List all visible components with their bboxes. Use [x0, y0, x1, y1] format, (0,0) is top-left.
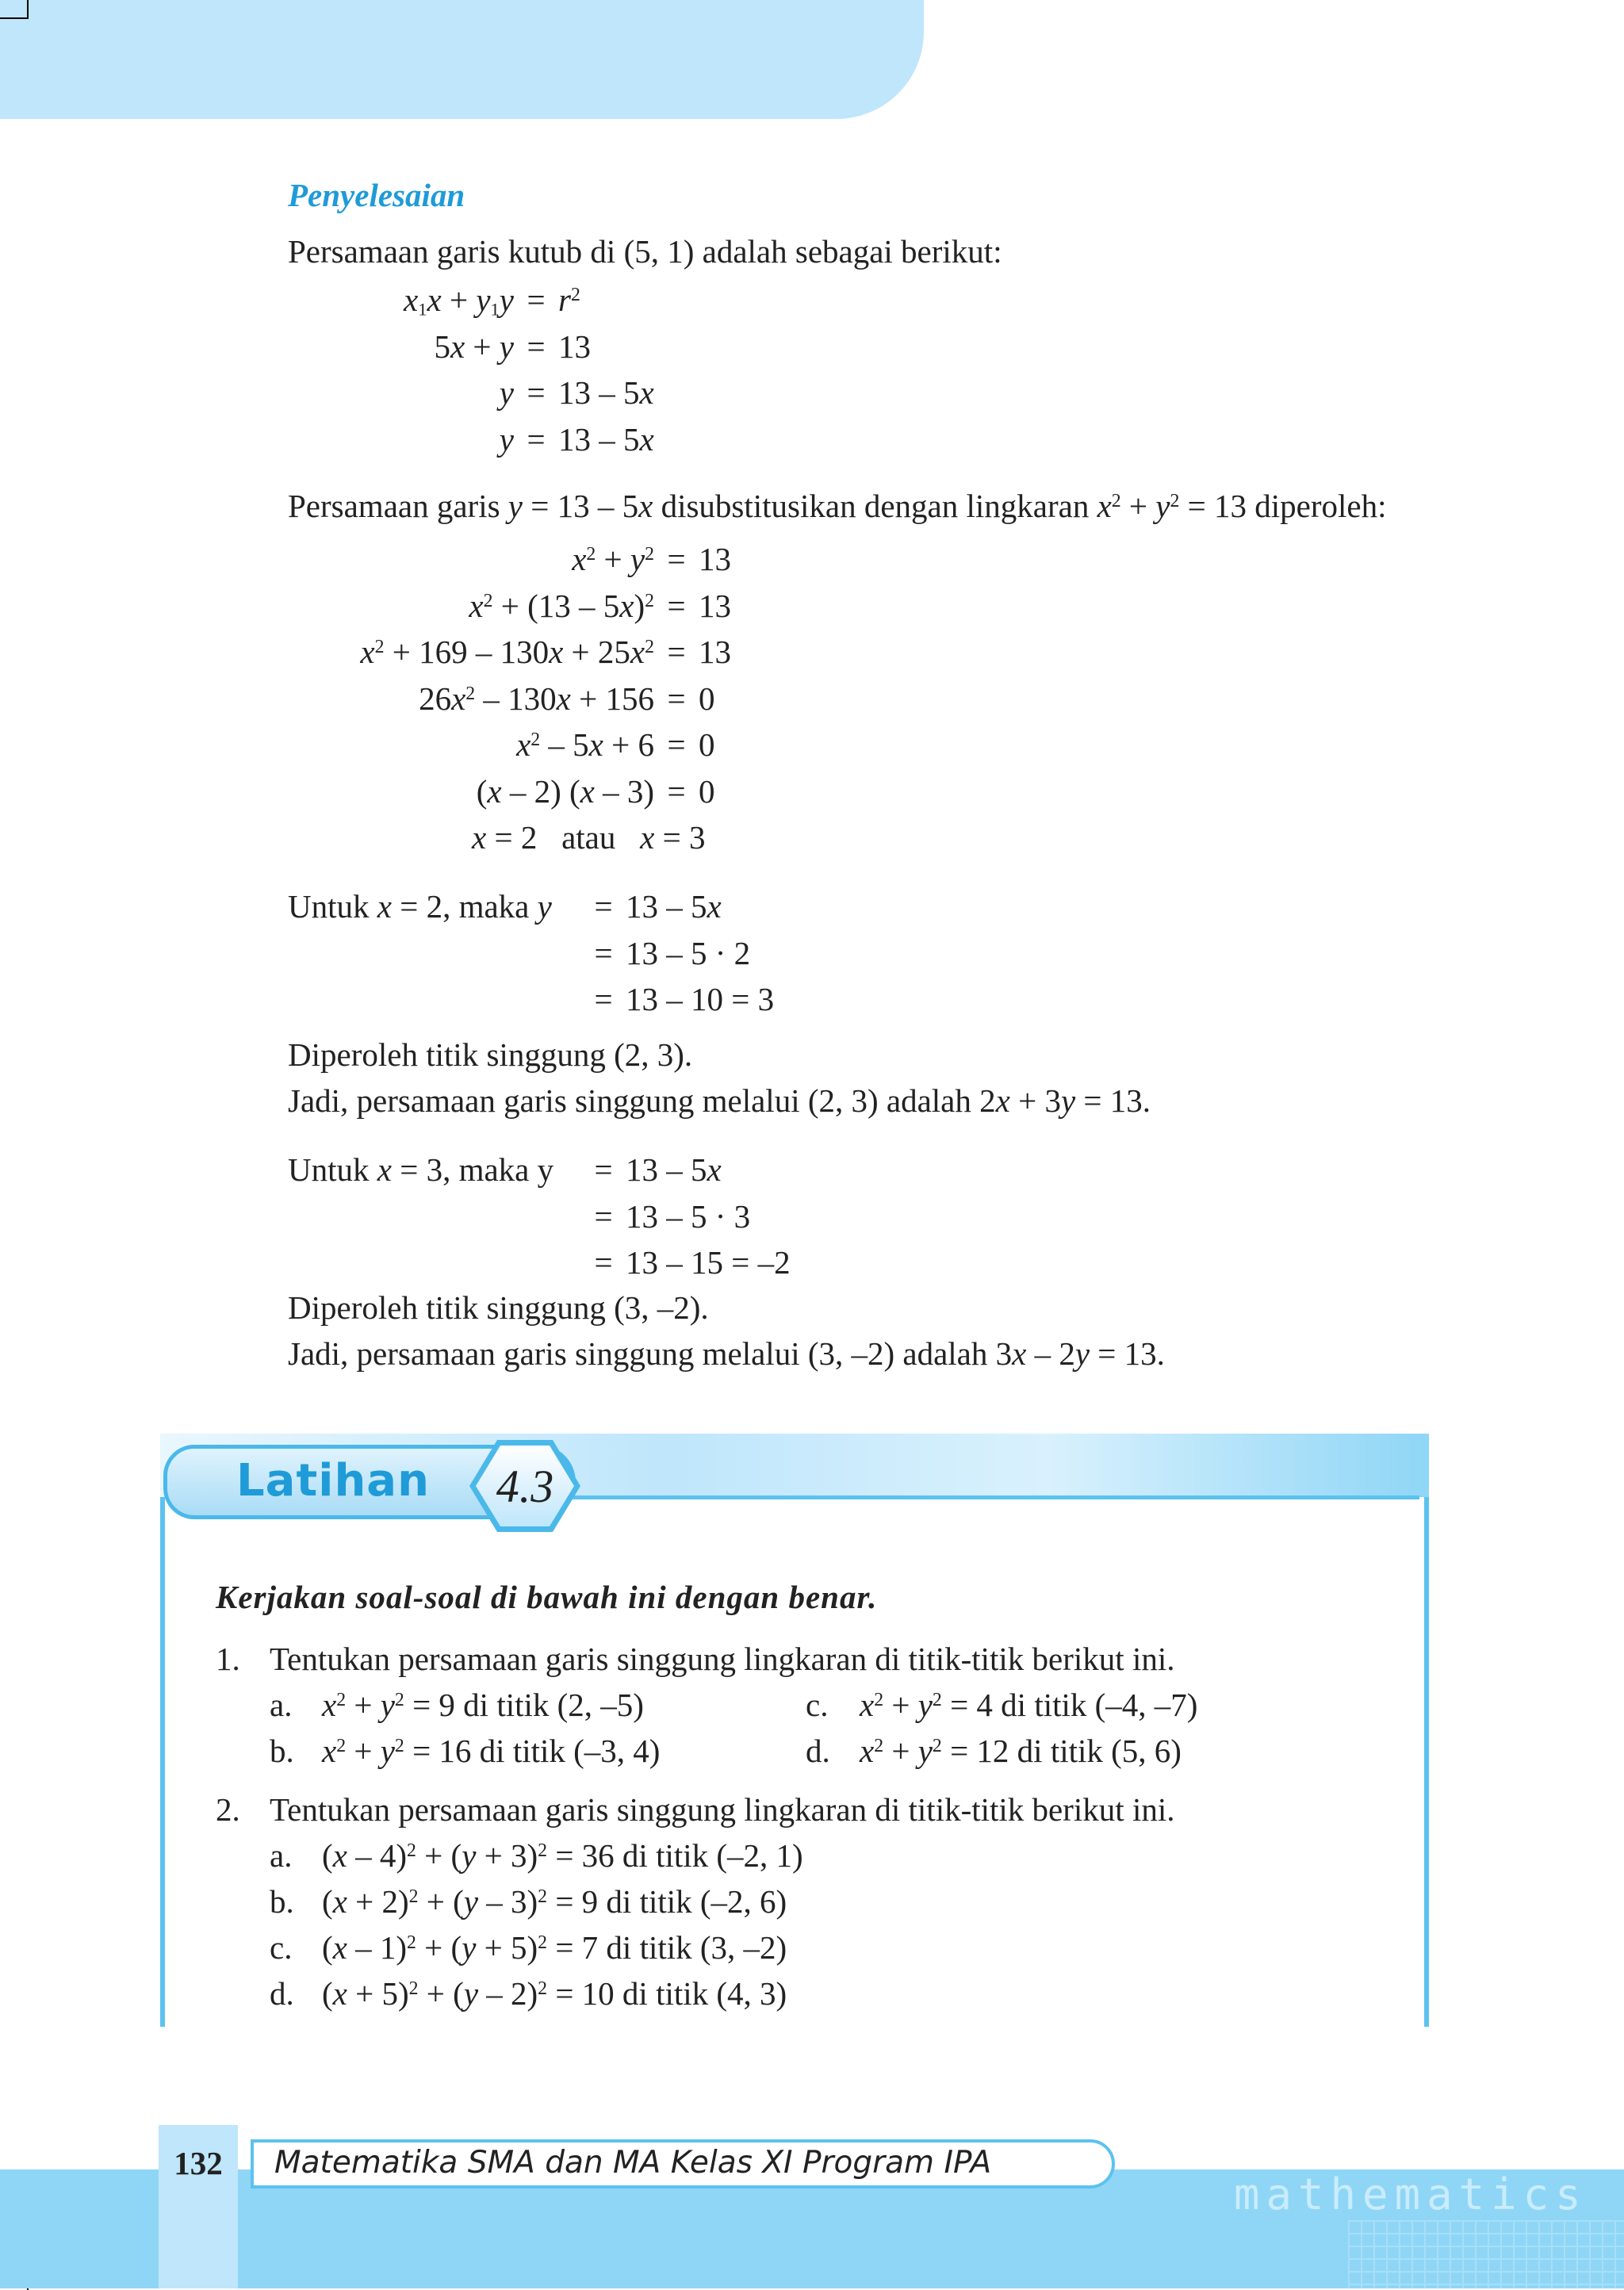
question-2-item-a: a. $(x - 4)^2 + (y + 3)^2 = 36$ di titik (–2, 1)	[270, 1837, 803, 1874]
polar-line-equations: $x_1x + y_1y$ = $r^2$ 5x + y = 13 y = 13 – 5x y = 13 – 5x	[404, 281, 654, 458]
case1-point: Diperoleh titik singgung (2, 3).	[288, 1036, 693, 1073]
question-2-item-d: d. $(x + 5)^2 + (y - 2)^2 = 10$ di titik (4, 3)	[270, 1975, 787, 2012]
question-1-item-d: d. $x^2 + y^2 = 12$ di titik (5, 6)	[806, 1733, 1182, 1769]
page-number: 132	[174, 2145, 223, 2181]
substitution-equations: $x^2 + y^2$ = 13 $x^2 + (13 - 5x)^2$ = 13 $x^2 + 169 - 130x + 25x^2$ = 13 $26x^2 - 130x + 156$ = 0 $x^2 - 5x + 6$ = 0 (x – 2) (x – 3) = 0 x = 2 atau x = 3	[360, 541, 731, 856]
case1-conclusion: Jadi, persamaan garis singgung melalui (2, 3) adalah 2x + 3y = 13.	[288, 1082, 1151, 1119]
question-1-item-b: b. $x^2 + y^2 = 16$ di titik (–3, 4)	[270, 1733, 661, 1769]
question-1-item-a: a. $x^2 + y^2 = 9$ di titik (2, –5)	[270, 1687, 644, 1723]
footer-grid-decoration	[1348, 2220, 1624, 2288]
question-1-text: Tentukan persamaan garis singgung lingkaran di titik-titik berikut ini.	[270, 1641, 1175, 1677]
book-title: Matematika SMA dan MA Kelas XI Program IPA	[274, 2145, 992, 2181]
question-1-number: 1.	[216, 1641, 240, 1677]
exercise-header-rule	[508, 1495, 1419, 1499]
question-2-item-b: b. $(x + 2)^2 + (y - 3)^2 = 9$ di titik (–2, 6)	[270, 1883, 787, 1920]
question-2-item-c: c. $(x - 1)^2 + (y + 5)^2 = 7$ di titik (3, –2)	[270, 1929, 787, 1966]
case2-point: Diperoleh titik singgung (3, –2).	[288, 1289, 709, 1326]
footer-watermark: mathematics	[1234, 2169, 1588, 2219]
solution-intro: Persamaan garis kutub di (5, 1) adalah sebagai berikut:	[288, 233, 1002, 270]
case2-equations: Untuk x = 3, maka y = 13 – 5x = 13 – 5 · 3 = 13 – 15 = –2	[288, 1151, 791, 1281]
solution-heading: Penyelesaian	[288, 177, 465, 213]
exercise-instruction: Kerjakan soal-soal di bawah ini dengan benar.	[216, 1579, 878, 1615]
case1-equations: Untuk x = 2, maka y = 13 – 5x = 13 – 5 · 2 = 13 – 10 = 3	[288, 888, 775, 1017]
substitution-intro: Persamaan garis y = 13 – 5x disubstitusikan dengan lingkaran $x^2 + y^2 = 13$ diperoleh:	[288, 488, 1387, 524]
question-2-number: 2.	[216, 1791, 240, 1828]
question-2-text: Tentukan persamaan garis singgung lingkaran di titik-titik berikut ini.	[270, 1791, 1175, 1828]
question-1-item-c: c. $x^2 + y^2 = 4$ di titik (–4, –7)	[806, 1687, 1198, 1723]
crop-mark	[0, 0, 29, 19]
exercise-number: 4.3	[496, 1461, 554, 1512]
case2-conclusion: Jadi, persamaan garis singgung melalui (3, –2) adalah 3x – 2y = 13.	[288, 1335, 1165, 1372]
exercise-title: Latihan	[236, 1455, 430, 1507]
header-decoration	[0, 0, 924, 119]
